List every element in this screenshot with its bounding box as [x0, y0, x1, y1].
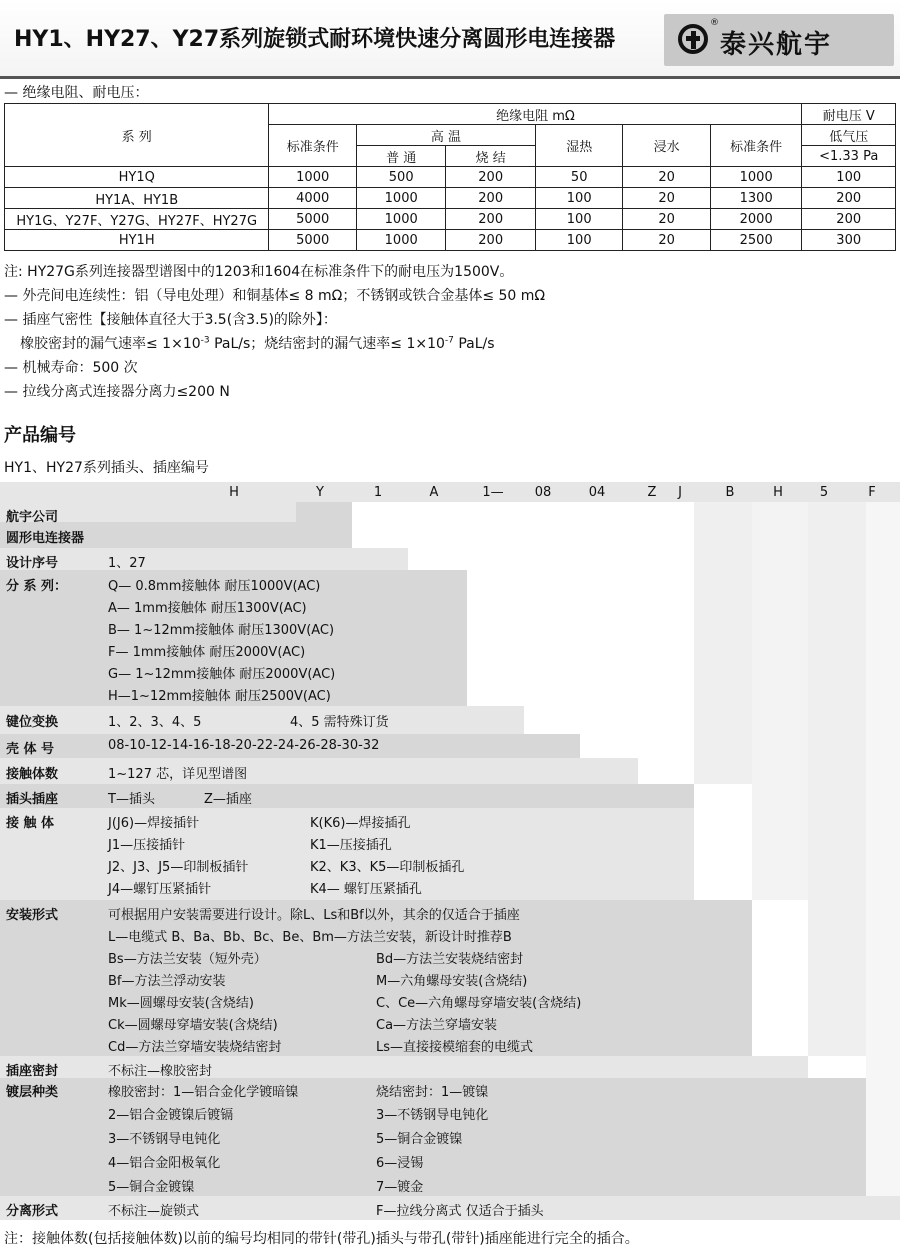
mount-item: Bf—方法兰浮动安装 — [108, 974, 226, 989]
col-series: 系 列 — [5, 104, 269, 167]
cell: 200 — [446, 209, 536, 230]
col-shade — [296, 502, 352, 522]
shell-label: 壳 体 号 — [6, 742, 55, 757]
col-low-pressure: 低气压 — [802, 125, 896, 146]
mount-item: C、Ce—六角螺母穿墙安装(含烧结) — [376, 996, 582, 1011]
code-letter: H — [229, 485, 239, 500]
count-label: 接触体数 — [6, 767, 59, 782]
mount-item: Bd—方法兰安装烧结密封 — [376, 952, 524, 967]
bar-count — [0, 758, 638, 784]
contact-socket: K1—压接插孔 — [310, 838, 392, 853]
cell: 500 — [356, 167, 446, 188]
col-sintered: 烧 结 — [446, 146, 536, 167]
sub-item: H—1~12mm接触体 耐压2500V(AC) — [108, 689, 331, 704]
cell: 2500 — [710, 230, 802, 251]
mount-item: Mk—圆螺母安装(含烧结) — [108, 996, 254, 1011]
leak-rubber-exp: -3 — [200, 335, 210, 346]
mount-item: Bs—方法兰安装（短外壳） — [108, 952, 267, 967]
shell-value: 08-10-12-14-16-18-20-22-24-26-28-30-32 — [108, 738, 380, 753]
page-title: HY1、HY27、Y27系列旋锁式耐环境快速分离圆形电连接器 — [14, 27, 616, 52]
cell: 2000 — [710, 209, 802, 230]
cell: 100 — [535, 209, 622, 230]
table-row — [5, 209, 896, 230]
seal-value: 不标注—橡胶密封 — [108, 1064, 213, 1079]
plating-label: 镀层种类 — [6, 1085, 59, 1100]
col-shade — [694, 502, 752, 784]
note-airtight: — 插座气密性【接触体直径大于3.5(含3.5)的除外】： — [4, 312, 337, 328]
bar-key — [0, 706, 524, 734]
col-water: 浸水 — [623, 125, 710, 167]
col-high-temp: 高 温 — [356, 125, 535, 146]
cell: 20 — [623, 209, 710, 230]
mount-item: M—六角螺母安装(含烧结) — [376, 974, 528, 989]
code-letter: 5 — [819, 485, 829, 500]
cell: 20 — [623, 188, 710, 209]
table-row — [5, 230, 896, 251]
contact-pin: J(J6)—焊接插针 — [108, 816, 200, 831]
contact-socket: K4— 螺钉压紧插孔 — [310, 882, 422, 897]
row-series: HY1G、Y27F、Y27G、HY27F、HY27G — [5, 209, 269, 230]
sub-item: Q— 0.8mm接触体 耐压1000V(AC) — [108, 579, 321, 594]
design-label: 设计序号 — [6, 556, 59, 571]
plating-item: 5—铜合金镀镍 — [376, 1132, 463, 1147]
note-leak-rate — [20, 333, 495, 353]
insulation-heading: — 绝缘电阻、耐电压： — [4, 85, 149, 101]
code-letter: 1 — [373, 485, 383, 500]
leak-sintered-exp: -7 — [444, 335, 454, 346]
product-subheading: HY1、HY27系列插头、插座编号 — [4, 460, 209, 476]
cell: 1300 — [710, 188, 802, 209]
note-continuity: — 外壳间电连续性：铝（导电处理）和铜基体≤ 8 mΩ；不锈钢或铁合金基体≤ 50 mΩ — [4, 288, 546, 304]
plating-item: 3—不锈钢导电钝化 — [108, 1132, 221, 1147]
col-normal: 普 通 — [356, 146, 446, 167]
leak-sintered: PaL/s；烧结密封的漏气速率≤ 1×10 — [209, 336, 445, 352]
code-letter: F — [868, 485, 876, 500]
connector-label: 圆形电连接器 — [6, 531, 85, 546]
code-letter: 04 — [588, 485, 606, 500]
col-shade — [808, 502, 866, 1056]
cell: 1000 — [710, 167, 802, 188]
note-withstand: 注: HY27G系列连接器型谱图中的1203和1604在标准条件下的耐电压为1500V。 — [4, 264, 514, 280]
plug-label: 插头插座 — [6, 792, 59, 807]
code-letter: H — [773, 485, 783, 500]
company-logo — [664, 14, 894, 66]
page-header — [0, 0, 900, 79]
logo-text: 泰兴航宇 — [720, 30, 833, 60]
bar-plug — [0, 784, 694, 808]
plating-item: 2—铝合金镀镍后镀镉 — [108, 1108, 234, 1123]
contact-pin: J2、J3、J5—印制板插针 — [108, 860, 249, 875]
cell: 4000 — [269, 188, 356, 209]
contact-socket: K2、K3、K5—印制板插孔 — [310, 860, 465, 875]
cell: 100 — [535, 188, 622, 209]
product-heading: 产品编号 — [4, 425, 76, 446]
code-bar — [0, 482, 900, 502]
cell: 1000 — [269, 167, 356, 188]
cell: 5000 — [269, 230, 356, 251]
cell: 200 — [802, 188, 896, 209]
socket-value: Z—插座 — [204, 792, 252, 807]
cell: 200 — [446, 188, 536, 209]
separation-value: 不标注—旋锁式 — [108, 1204, 200, 1219]
company-label: 航宇公司 — [6, 510, 59, 525]
cell: 200 — [446, 230, 536, 251]
key-note: 4、5 需特殊订货 — [290, 715, 389, 730]
col-withstand: 耐电压 V — [802, 104, 896, 125]
cell: 1000 — [356, 188, 446, 209]
plating-item: 5—铜合金镀镍 — [108, 1180, 195, 1195]
cell: 100 — [802, 167, 896, 188]
note-life: — 机械寿命：500 次 — [4, 360, 138, 376]
bar-design — [0, 548, 408, 570]
table-row — [5, 188, 896, 209]
seal-label: 插座密封 — [6, 1064, 59, 1079]
mount-item: Ca—方法兰穿墙安装 — [376, 1018, 498, 1033]
leak-unit: PaL/s — [453, 336, 495, 352]
cell: 20 — [623, 167, 710, 188]
plating-item: 橡胶密封：1—铝合金化学镀暗镍 — [108, 1085, 299, 1100]
row-series: HY1Q — [5, 167, 269, 188]
cell: 100 — [535, 230, 622, 251]
col-damp: 湿热 — [535, 125, 622, 167]
separation-value: F—拉线分离式 仅适合于插头 — [376, 1204, 544, 1219]
cell: 5000 — [269, 209, 356, 230]
footnote: 注：接触体数(包括接触体数)以前的编号均相同的带针(带孔)插头与带孔(带针)插座能进行完全的插合。 — [4, 1231, 639, 1247]
cell: 50 — [535, 167, 622, 188]
contact-socket: K(K6)—焊接插孔 — [310, 816, 411, 831]
plating-item: 6—浸锡 — [376, 1156, 424, 1171]
cell: 1000 — [356, 209, 446, 230]
mount-item: Cd—方法兰穿墙安装烧结密封 — [108, 1040, 282, 1055]
note-separation: — 拉线分离式连接器分离力≤200 N — [4, 384, 230, 400]
mount-item: Ls—直接接模缩套的电缆式 — [376, 1040, 534, 1055]
plating-item: 3—不锈钢导电钝化 — [376, 1108, 489, 1123]
logo-mark-icon — [678, 24, 708, 54]
col-standard: 标准条件 — [269, 125, 356, 167]
sub-item: A— 1mm接触体 耐压1300V(AC) — [108, 601, 307, 616]
code-letter: Z — [647, 485, 657, 500]
insulation-table — [4, 103, 896, 251]
registered-mark: ® — [710, 18, 719, 28]
mount-label: 安装形式 — [6, 908, 59, 923]
cell: 200 — [446, 167, 536, 188]
sub-item: F— 1mm接触体 耐压2000V(AC) — [108, 645, 306, 660]
cell: 1000 — [356, 230, 446, 251]
col-wv-standard: 标准条件 — [710, 125, 802, 167]
contact-label: 接 触 体 — [6, 816, 55, 831]
design-value: 1、27 — [108, 556, 146, 571]
leak-rubber: 橡胶密封的漏气速率≤ 1×10 — [20, 336, 201, 352]
code-letter: A — [429, 485, 439, 500]
code-letter: J — [678, 485, 682, 500]
plating-item: 烧结密封：1—镀镍 — [376, 1085, 489, 1100]
cell: 300 — [802, 230, 896, 251]
key-label: 键位变换 — [6, 715, 59, 730]
plug-value: T—插头 — [108, 792, 155, 807]
sub-item: G— 1~12mm接触体 耐压2000V(AC) — [108, 667, 336, 682]
separation-label: 分离形式 — [6, 1204, 59, 1219]
col-shade — [752, 502, 808, 900]
table-row — [5, 167, 896, 188]
col-insulation: 绝缘电阻 mΩ — [269, 104, 802, 125]
code-letter: B — [725, 485, 735, 500]
plating-item: 7—镀金 — [376, 1180, 424, 1195]
cell: 20 — [623, 230, 710, 251]
cell: 200 — [802, 209, 896, 230]
plating-item: 4—铝合金阳极氧化 — [108, 1156, 221, 1171]
row-series: HY1A、HY1B — [5, 188, 269, 209]
code-letter: 08 — [534, 485, 552, 500]
code-letter: 1— — [482, 485, 504, 500]
row-series: HY1H — [5, 230, 269, 251]
mount-intro: 可根据用户安装需要进行设计。除L、Ls和Bf以外，其余的仅适合于插座 — [108, 908, 520, 923]
mount-item: Ck—圆螺母穿墙安装(含烧结) — [108, 1018, 278, 1033]
contact-pin: J4—螺钉压紧插针 — [108, 882, 212, 897]
key-value: 1、2、3、4、5 — [108, 715, 202, 730]
col-low-pressure-value: <1.33 Pa — [802, 146, 896, 167]
code-letter: Y — [316, 485, 324, 500]
count-value: 1~127 芯，详见型谱图 — [108, 767, 248, 782]
col-shade — [866, 502, 900, 1196]
contact-pin: J1—压接插针 — [108, 838, 186, 853]
sub-item: B— 1~12mm接触体 耐压1300V(AC) — [108, 623, 335, 638]
mount-line: L—电缆式 B、Ba、Bb、Bc、Be、Bm—方法兰安装，新设计时推荐B — [108, 930, 512, 945]
sub-series-label: 分 系 列： — [6, 579, 68, 594]
